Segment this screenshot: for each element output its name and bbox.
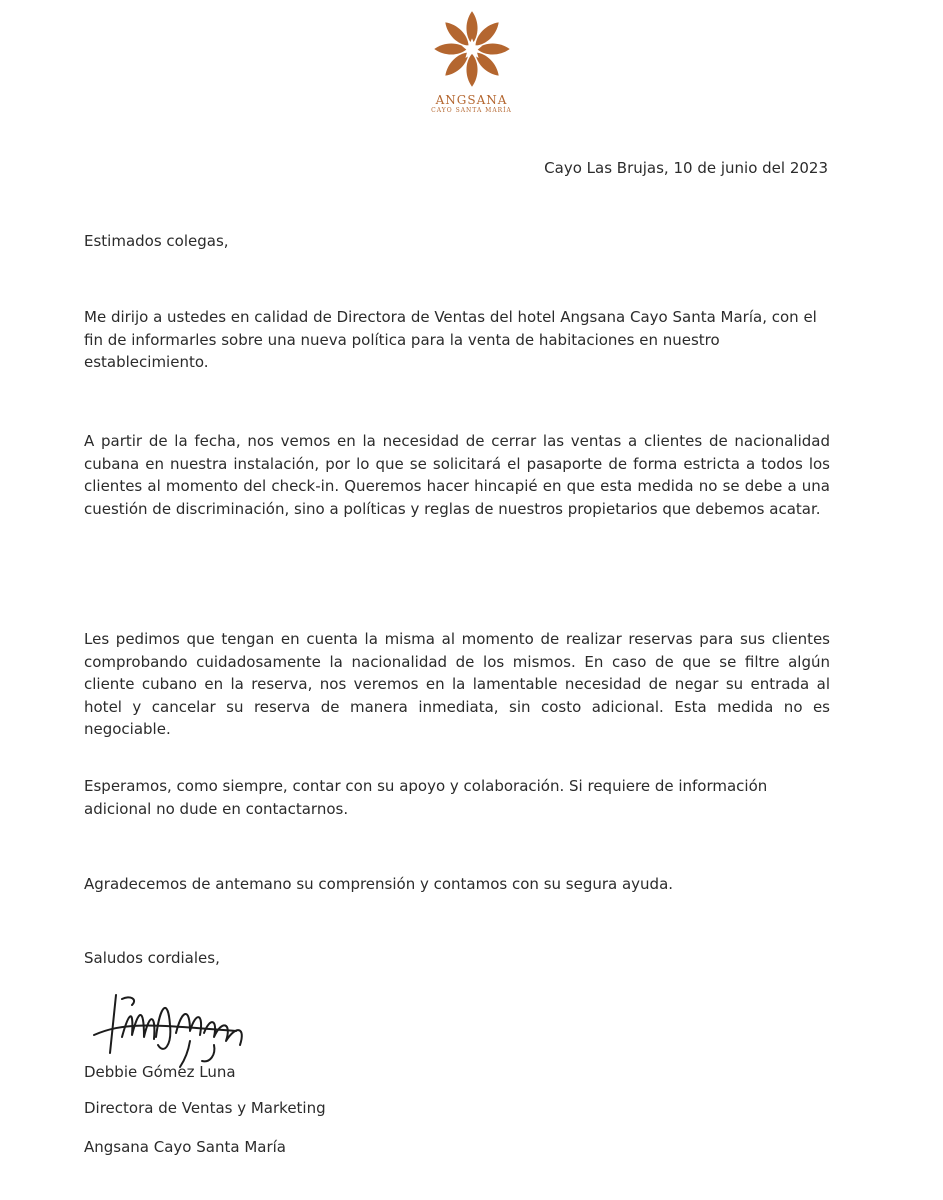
handwritten-signature-icon xyxy=(86,975,266,1070)
paragraph-support: Esperamos, como siempre, contar con su apoyo y colaboración. Si requiere de información adicional no dude en contactarnos. xyxy=(84,777,768,818)
paragraph-policy: A partir de la fecha, nos vemos en la necesidad de cerrar las ventas a clientes de nacionalidad cubana en nuestra instalación, por lo que se solicitará el pasaporte de forma estricta a todos los clientes al momento del check-in. Queremos hacer hincapié en que esta medida no se debe a una cuestión de discriminación, sino a políticas y reglas de nuestros propietarios que debemos acatar. xyxy=(84,432,830,518)
signer-name: Debbie Gómez Luna xyxy=(84,1063,236,1081)
brand-location: CAYO SANTA MARÍA xyxy=(431,107,512,114)
paragraph-intro: Me dirijo a ustedes en calidad de Directora de Ventas del hotel Angsana Cayo Santa María, con el fin de informarles sobre una nueva política para la venta de habitaciones en nuestro establecimiento. xyxy=(84,308,817,371)
angsana-flower-logo-icon xyxy=(431,8,513,90)
signer-title: Directora de Ventas y Marketing xyxy=(84,1099,326,1117)
letterhead xyxy=(0,8,943,115)
closing-salutation: Saludos cordiales, xyxy=(84,949,220,967)
greeting: Estimados colegas, xyxy=(84,232,229,250)
signer-company: Angsana Cayo Santa María xyxy=(84,1138,286,1156)
brand-name: ANGSANA xyxy=(435,93,508,107)
letter-date: Cayo Las Brujas, 10 de junio del 2023 xyxy=(544,159,828,177)
paragraph-reservations: Les pedimos que tengan en cuenta la misma al momento de realizar reservas para sus clientes comprobando cuidadosamente la nacionalidad de los mismos. En caso de que se filtre algún cliente cubano en la reserva, nos veremos en la lamentable necesidad de negar su entrada al hotel y cancelar su reserva de manera inmediata, sin costo adicional. Esta medida no es negociable. xyxy=(84,630,830,738)
paragraph-thanks: Agradecemos de antemano su comprensión y contamos con su segura ayuda. xyxy=(84,875,674,893)
